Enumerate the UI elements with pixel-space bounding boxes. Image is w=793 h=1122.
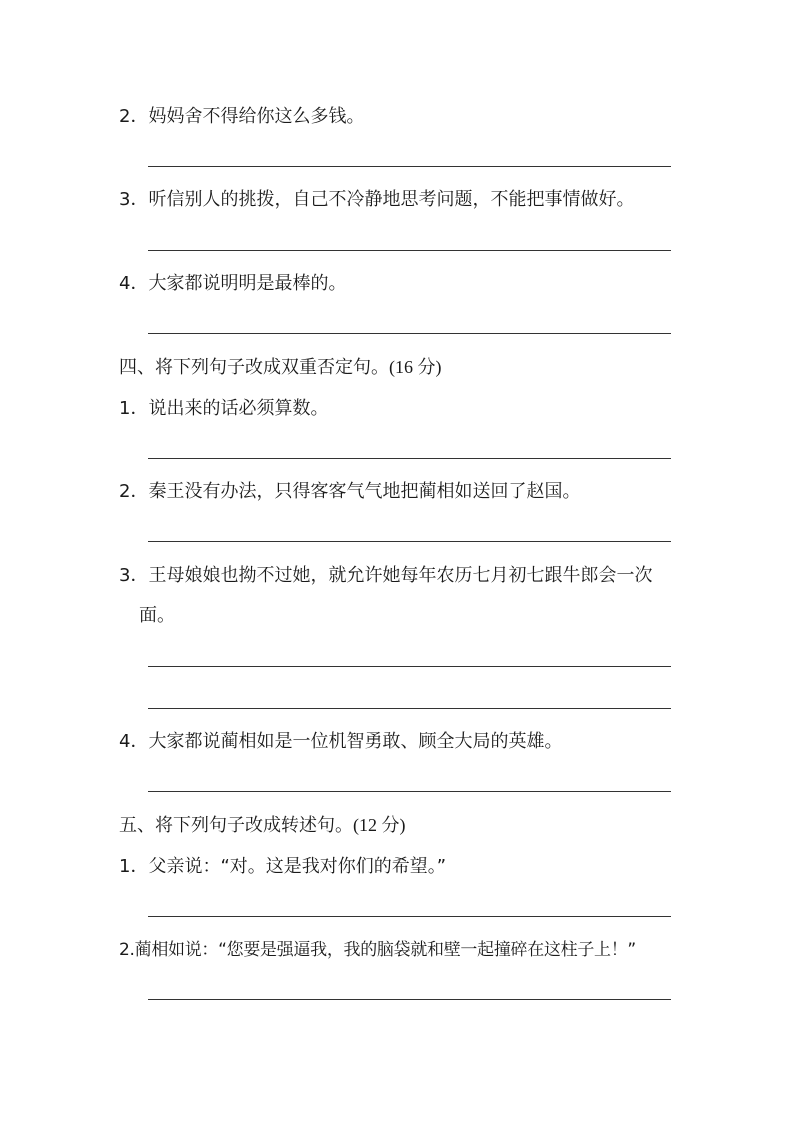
answer-line[interactable] <box>148 791 671 792</box>
question-4-3-continued: 面。 <box>139 605 175 626</box>
answer-line[interactable] <box>148 250 671 251</box>
section-5-heading <box>119 813 406 838</box>
answer-line[interactable] <box>148 333 671 334</box>
question-5-2: 2.蔺相如说：“您要是强逼我，我的脑袋就和壁一起撞碎在这柱子上！” <box>119 940 636 960</box>
question-4-2: 2．秦王没有办法，只得客客气气地把蔺相如送回了赵国。 <box>119 481 581 502</box>
section-5-points: (12 分) <box>353 815 406 835</box>
section-5-title: 五、将下列句子改成转述句。 <box>119 815 353 836</box>
answer-line[interactable] <box>148 666 671 667</box>
section-4-heading <box>119 355 442 380</box>
answer-line[interactable] <box>148 166 671 167</box>
answer-line[interactable] <box>148 708 671 709</box>
answer-line[interactable] <box>148 541 671 542</box>
answer-line[interactable] <box>148 458 671 459</box>
question-3-2: 2．妈妈舍不得给你这么多钱。 <box>119 106 365 127</box>
question-4-4: 4．大家都说蔺相如是一位机智勇敢、顾全大局的英雄。 <box>119 731 563 752</box>
question-3-4: 4．大家都说明明是最棒的。 <box>119 273 347 294</box>
answer-line[interactable] <box>148 999 671 1000</box>
question-3-3: 3．听信别人的挑拨，自己不冷静地思考问题，不能把事情做好。 <box>119 189 635 210</box>
question-4-1: 1．说出来的话必须算数。 <box>119 398 329 419</box>
question-5-1: 1．父亲说：“对。这是我对你们的希望。” <box>119 856 447 877</box>
section-4-title: 四、将下列句子改成双重否定句。 <box>119 357 389 378</box>
question-4-3: 3．王母娘娘也拗不过她，就允许她每年农历七月初七跟牛郎会一次 <box>119 565 653 586</box>
answer-line[interactable] <box>148 916 671 917</box>
section-4-points: (16 分) <box>389 357 442 377</box>
